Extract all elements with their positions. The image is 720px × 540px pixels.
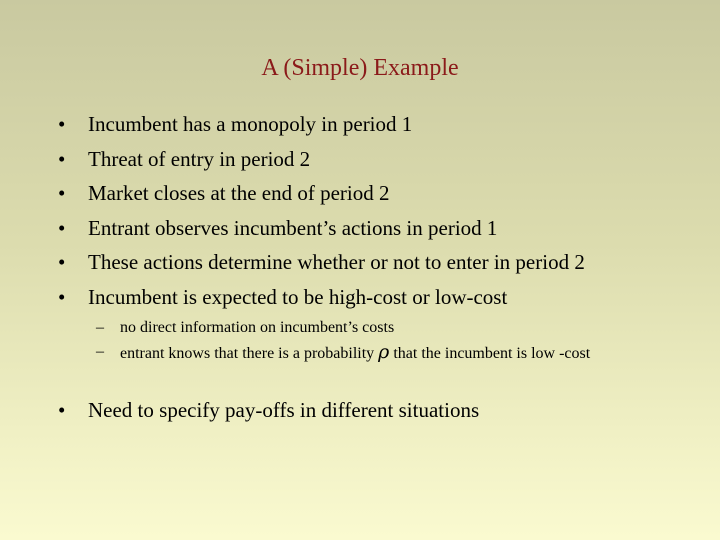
list-item — [58, 245, 698, 280]
bullet-row — [58, 393, 698, 428]
list-item — [58, 176, 698, 211]
slide-title: A (Simple) Example — [261, 55, 459, 81]
sub-list-item — [96, 316, 698, 340]
bullet-text: Entrant observes incumbent’s actions in period 1 — [88, 215, 498, 240]
dash-icon: – — [96, 319, 104, 336]
list-item — [58, 211, 698, 246]
bullet-point-icon: • — [58, 215, 66, 240]
sub-list-item — [96, 340, 698, 366]
bullet-list — [58, 107, 698, 366]
bullet-text: These actions determine whether or not to enter in period 2 — [88, 250, 585, 274]
bullet-point-icon: • — [58, 398, 66, 422]
bullet-point-icon: • — [58, 112, 66, 136]
dash-icon: – — [96, 343, 104, 360]
bullet-point-icon: • — [58, 181, 66, 205]
sub-bullet-text — [120, 340, 665, 366]
bullet-point-icon: • — [58, 250, 66, 274]
bullet-text: Need to specify pay-offs in different situations — [88, 398, 480, 422]
bullet-text: Incumbent is expected to be high-cost or low-cost — [88, 284, 508, 309]
sub-bullet-text-start: entrant knows that there is a probability — [120, 345, 379, 362]
bullet-text: Market closes at the end of period 2 — [88, 181, 390, 205]
sub-bullet-list — [96, 316, 698, 366]
list-item — [58, 107, 698, 142]
sub-bullet-text: no direct information on incumbent’s costs — [120, 319, 395, 336]
list-item — [58, 280, 698, 315]
list-item — [58, 393, 698, 428]
probability-symbol: ρ — [378, 341, 390, 363]
list-item — [58, 142, 698, 177]
bullet-text: Threat of entry in period 2 — [88, 146, 311, 171]
sub-bullet-text-end: that the incumbent is low -cost — [389, 345, 591, 362]
bullet-point-icon: • — [58, 284, 66, 309]
bullet-point-icon: • — [58, 146, 66, 171]
bullet-text: Incumbent has a monopoly in period 1 — [88, 112, 413, 136]
